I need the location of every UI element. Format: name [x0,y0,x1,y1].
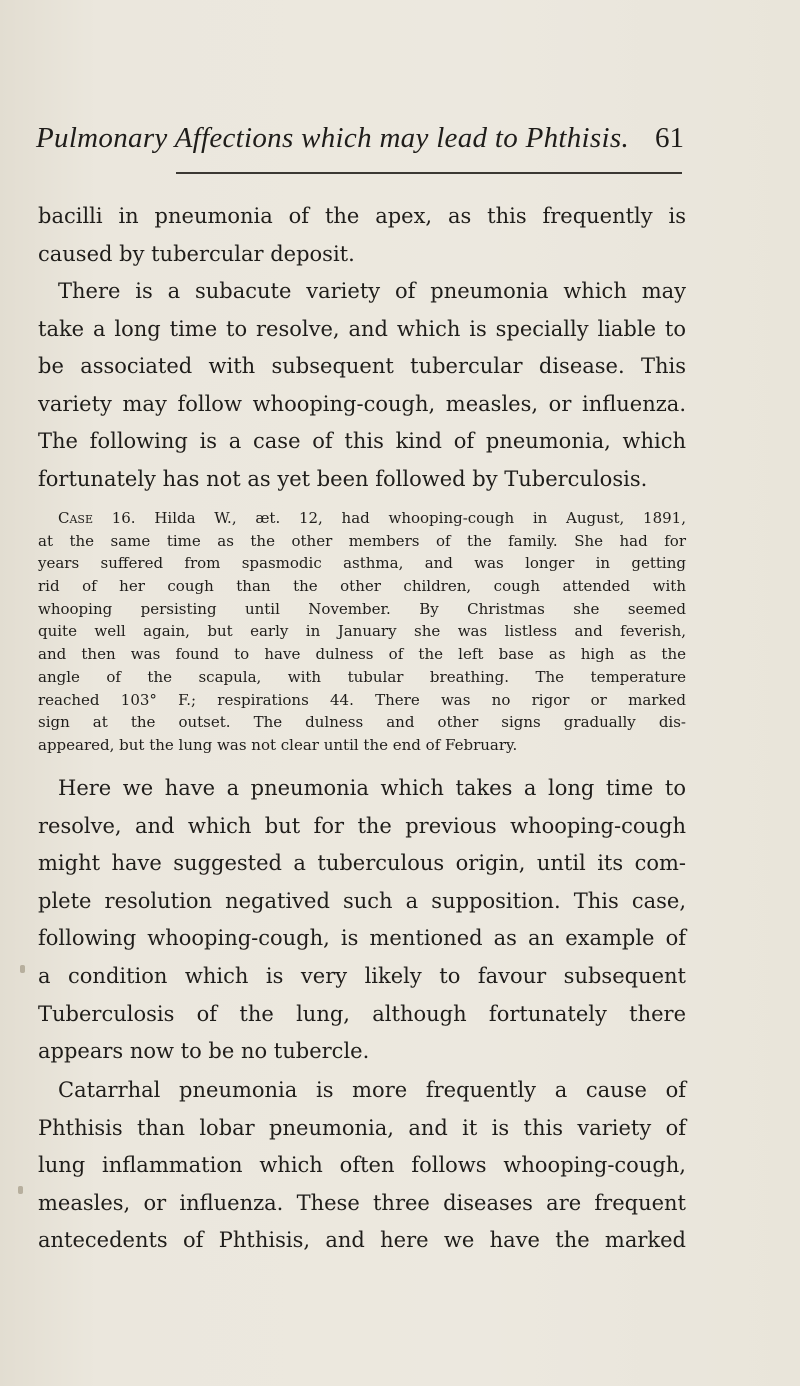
text-line: bacilli in pneumonia of the apex, as this frequently is [38,204,686,228]
page-number: 61 [655,122,684,154]
case-report [38,507,686,757]
text-line: fortunately has not as yet been followed by Tuberculosis. [38,466,648,491]
text-line: antecedents of Phthisis, and here we have the marked [38,1228,686,1253]
text-line: quite well again, but early in January she was listless and feverish, [38,622,686,641]
text-line: The following is a case of this kind of pneumonia, which [38,429,686,454]
paragraph-catarrhal-pneumonia [38,1072,686,1260]
case-label: Case 16. [58,509,136,527]
text-line: rid of her cough than the other children, cough attended with [38,577,686,596]
margin-ink-mark [20,965,25,973]
text-line: appeared, but the lung was not clear until the end of February. [38,735,518,754]
text-line: There is a subacute variety of pneumonia which may [58,279,686,303]
text-line: measles, or influenza. These three diseases are frequent [38,1190,686,1215]
text-line: appears now to be no tubercle. [38,1039,370,1064]
text-line: angle of the scapula, with tubular breathing. The temperature [38,667,686,686]
text-line: a condition which is very likely to favour subsequent [38,963,686,988]
paragraph-subacute-variety [38,273,686,499]
text-line: following whooping-cough, is mentioned as an example of [38,926,686,951]
text-line: Here we have a pneumonia which takes a long time to [58,776,686,800]
text-line: plete resolution negatived such a supposition. This case, [38,888,686,913]
text-line: Phthisis than lobar pneumonia, and it is this variety of [38,1115,686,1140]
text-line: resolve, and which but for the previous whooping-cough [38,813,686,838]
text-line: and then was found to have dulness of the left base as high as the [38,645,686,664]
text-line: sign at the outset. The dulness and other signs gradually dis- [38,713,686,732]
header-rule [176,172,682,174]
running-title: Pulmonary Affections which may lead to Phthisis. [36,122,629,154]
text-line: Tuberculosis of the lung, although fortunately there [38,1001,686,1026]
text-line: be associated with subsequent tubercular disease. This [38,354,686,379]
text-line: might have suggested a tuberculous origin, until its com- [38,851,686,876]
text-line: caused by tubercular deposit. [38,241,355,266]
text-line: Catarrhal pneumonia is more frequently a cause of [58,1078,686,1102]
text-line [38,507,686,530]
running-head [36,122,684,162]
margin-ink-mark [18,1186,23,1194]
text-line: reached 103° F.; respirations 44. There was no rigor or marked [38,690,686,709]
text-line: lung inflammation which often follows whooping-cough, [38,1153,686,1178]
text-line: whooping persisting until November. By Christmas she seemed [38,599,686,618]
text-line: at the same time as the other members of the family. She had for [38,531,686,550]
paragraph-discussion [38,770,686,1071]
text-line: years suffered from spasmodic asthma, and was longer in getting [38,554,686,573]
paragraph-continuation [38,198,686,273]
case-text: Hilda W., æt. 12, had whooping-cough in August, 1891, [154,509,686,527]
text-line: take a long time to resolve, and which is specially liable to [38,316,686,341]
text-line: variety may follow whooping-cough, measles, or influenza. [38,391,686,416]
